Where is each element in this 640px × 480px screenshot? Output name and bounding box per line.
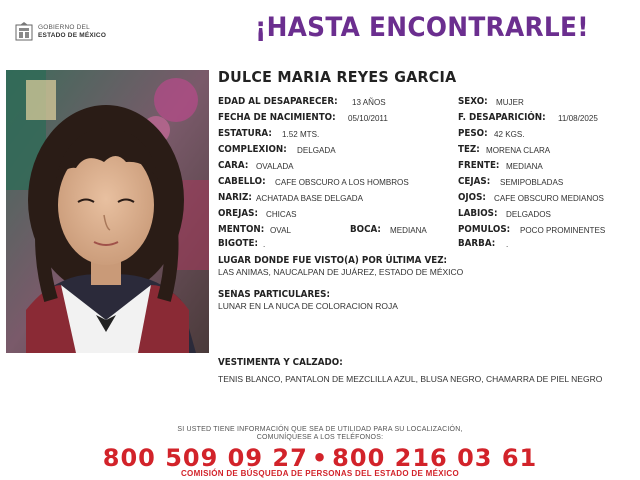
nacimiento-label: FECHA DE NACIMIENTO: (218, 112, 336, 123)
person-name: DULCE MARIA REYES GARCIA (218, 68, 457, 86)
bigote-value: . (263, 239, 266, 249)
sexo-label: SEXO: (458, 96, 488, 107)
cara-label: CARA: (218, 160, 249, 171)
phone-separator: • (311, 444, 329, 472)
bigote-label: BIGOTE: (218, 238, 258, 249)
edad-label: EDAD AL DESAPARECER: (218, 96, 338, 107)
cejas-value: SEMIPOBLADAS (500, 177, 564, 187)
pomulos-label: POMULOS: (458, 224, 511, 235)
headline: ¡HASTA ENCONTRARLE! (255, 12, 589, 43)
ojos-label: OJOS: (458, 192, 486, 203)
labios-value: DELGADOS (506, 209, 551, 219)
boca-value: MEDIANA (390, 225, 427, 235)
peso-value: 42 KGS. (494, 129, 525, 139)
tez-label: TEZ: (458, 144, 480, 155)
barba-value: . (506, 239, 509, 249)
lugar-text: LAS ANIMAS, NAUCALPAN DE JUÁREZ, ESTADO DE MÉXICO (218, 267, 464, 277)
contact-line1: SI USTED TIENE INFORMACIÓN QUE SEA DE UTILIDAD PARA SU LOCALIZACIÓN, (177, 426, 463, 433)
fecha-desaparicion-label: F. DESAPARICIÓN: (458, 112, 546, 123)
vestimenta-label: VESTIMENTA Y CALZADO: (218, 357, 343, 368)
barba-label: BARBA: (458, 238, 496, 249)
orejas-value: CHICAS (266, 209, 297, 219)
portrait-illustration (6, 70, 209, 353)
senas-text: LUNAR EN LA NUCA DE COLORACION ROJA (218, 301, 398, 311)
nariz-value: ACHATADA BASE DELGADA (256, 193, 363, 203)
person-photo (6, 70, 209, 353)
phone-number-2[interactable]: 800 216 03 61 (332, 444, 538, 472)
commission-name: COMISIÓN DE BÚSQUEDA DE PERSONAS DEL ESTADO DE MÉXICO (180, 469, 459, 478)
menton-value: OVAL (270, 225, 291, 235)
cabello-label: CABELLO: (218, 176, 266, 187)
contact-line2: COMUNÍQUESE A LOS TELÉFONOS: (256, 434, 384, 441)
lugar-label: LUGAR DONDE FUE VISTO(A) POR ÚLTIMA VEZ: (218, 255, 448, 266)
logo-line2: ESTADO DE MÉXICO (38, 32, 107, 39)
vestimenta-text: TENIS BLANCO, PANTALON DE MEZCLILLA AZUL, BLUSA NEGRO, CHAMARRA DE PIEL NEGRO (218, 374, 603, 384)
fecha-desaparicion-value: 11/08/2025 (558, 113, 598, 123)
ojos-value: CAFE OBSCURO MEDIANOS (494, 193, 604, 203)
peso-label: PESO: (458, 128, 488, 139)
senas-label: SEÑAS PARTICULARES: (218, 289, 330, 300)
complexion-label: COMPLEXION: (218, 144, 287, 155)
frente-value: MEDIANA (506, 161, 543, 171)
tez-value: MORENA CLARA (486, 145, 551, 155)
sexo-value: MUJER (496, 97, 524, 107)
nariz-label: NARIZ: (218, 192, 252, 203)
phone-number-1[interactable]: 800 509 09 27 (102, 444, 308, 472)
nacimiento-value: 05/10/2011 (348, 113, 388, 123)
frente-label: FRENTE: (458, 160, 500, 171)
estatura-value: 1.52 MTS. (282, 129, 320, 139)
government-logo (14, 22, 114, 44)
menton-label: MENTON: (218, 224, 265, 235)
cabello-value: CAFE OBSCURO A LOS HOMBROS (275, 177, 409, 187)
boca-label: BOCA: (350, 224, 381, 235)
pomulos-value: POCO PROMINENTES (520, 225, 606, 235)
phone-numbers (0, 444, 640, 472)
cara-value: OVALADA (256, 161, 294, 171)
edad-value: 13 AÑOS (352, 97, 386, 107)
complexion-value: DELGADA (297, 145, 336, 155)
logo-line1: GOBIERNO DEL (38, 24, 90, 31)
orejas-label: OREJAS: (218, 208, 258, 219)
estatura-label: ESTATURA: (218, 128, 272, 139)
state-seal-icon (14, 22, 34, 42)
cejas-label: CEJAS: (458, 176, 491, 187)
labios-label: LABIOS: (458, 208, 498, 219)
